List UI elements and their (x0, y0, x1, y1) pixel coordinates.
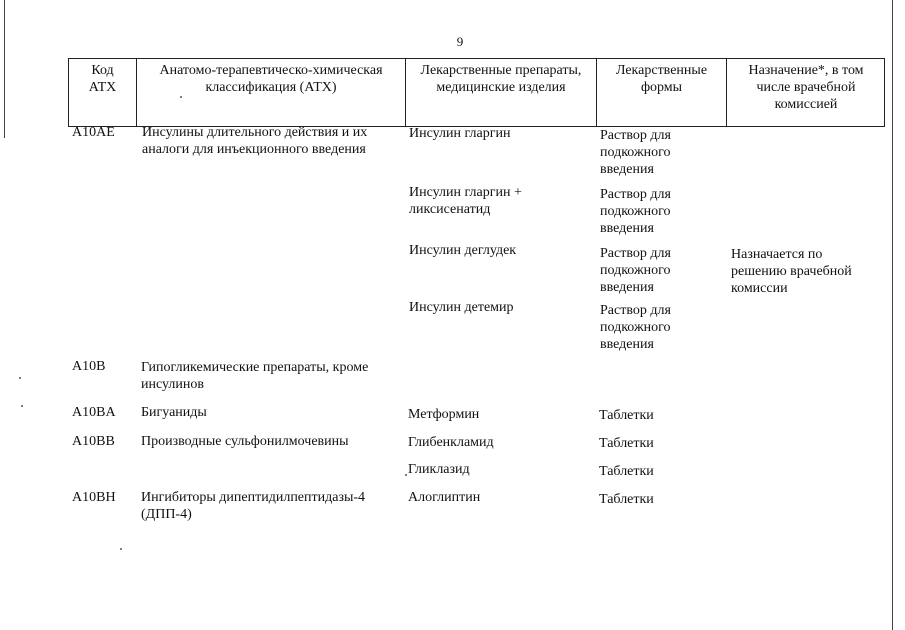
row-drug (408, 434, 494, 451)
row-atc (141, 489, 365, 523)
row-drug (409, 242, 516, 259)
drug-line: Гликлазид (408, 462, 470, 477)
drug-line: Инсулин гларгин + (409, 185, 522, 200)
row-drug (408, 406, 479, 423)
header-drugs-line: Лекарственные препараты, (420, 63, 582, 78)
form-line: подкожного (600, 145, 671, 160)
header-forms-line: формы (640, 80, 683, 95)
row-code: A10BH (72, 490, 116, 505)
header-atc-line: классификация (АТХ) (205, 80, 337, 95)
header-note-line: комиссией (774, 97, 838, 112)
form-line: Раствор для (600, 303, 671, 318)
drug-line: Инсулин деглудек (409, 243, 517, 258)
note-line: Назначается по (731, 247, 823, 262)
form-line: подкожного (600, 320, 671, 335)
atc-line: инсулинов (141, 377, 204, 392)
drug-line: ликсисенатид (409, 202, 491, 217)
row-code: A10BA (72, 405, 116, 420)
atc-line: Бигуаниды (141, 405, 207, 420)
drug-line: Глибенкламид (408, 435, 494, 450)
form-line: введения (600, 280, 654, 295)
form-line: Раствор для (600, 128, 671, 143)
form-line: введения (600, 162, 654, 177)
row-drug (408, 461, 470, 478)
row-form (599, 435, 654, 452)
form-line: Таблетки (599, 492, 654, 507)
scan-speck (21, 405, 23, 407)
row-code: A10B (72, 359, 106, 374)
form-line: введения (600, 337, 654, 352)
row-form (599, 463, 654, 480)
row-drug (409, 125, 510, 142)
row-atc (141, 433, 349, 450)
header-forms-line: Лекарственные (615, 63, 708, 78)
header-code (69, 62, 136, 96)
row-atc (142, 124, 367, 158)
row-code: A10BB (72, 434, 115, 449)
table-header (68, 58, 885, 127)
scan-speck (180, 96, 182, 98)
header-note-line: Назначение*, в том (748, 63, 864, 78)
row-form (600, 186, 671, 237)
row-form (600, 127, 671, 178)
drug-line: Инсулин детемир (409, 300, 514, 315)
atc-line: Производные сульфонилмочевины (141, 434, 349, 449)
atc-line: Инсулины длительного действия и их (142, 125, 368, 140)
row-drug (409, 299, 514, 316)
row-atc (141, 359, 368, 393)
scan-edge-right (892, 0, 893, 630)
row-atc (141, 404, 207, 421)
drug-line: Метформин (408, 407, 480, 422)
row-drug (409, 184, 522, 218)
form-line: Раствор для (600, 246, 671, 261)
atc-line: (ДПП-4) (141, 507, 192, 522)
form-line: Таблетки (599, 436, 654, 451)
drug-line: Инсулин гларгин (409, 126, 511, 141)
atc-line: Ингибиторы дипептидилпептидазы-4 (141, 490, 366, 505)
drug-line: Алоглиптин (408, 490, 481, 505)
row-form (600, 245, 671, 296)
header-note (727, 62, 885, 113)
form-line: Раствор для (600, 187, 671, 202)
header-note-line: числе врачебной (756, 80, 856, 95)
atc-line: аналоги для инъекционного введения (142, 142, 366, 157)
row-drug (408, 489, 480, 506)
row-form (599, 491, 654, 508)
scan-speck (405, 474, 407, 476)
row-form (599, 407, 654, 424)
form-line: подкожного (600, 263, 671, 278)
row-form (600, 302, 671, 353)
row-note (731, 246, 852, 297)
row-code: A10AE (72, 125, 115, 140)
page-number: 9 (456, 34, 464, 49)
header-code-line: АТХ (88, 80, 117, 95)
header-atc-line: Анатомо-терапевтическо-химическая (159, 63, 383, 78)
note-line: решению врачебной (731, 264, 852, 279)
header-code-line: Код (91, 63, 114, 78)
form-line: подкожного (600, 204, 671, 219)
form-line: Таблетки (599, 464, 654, 479)
header-forms (597, 62, 726, 96)
form-line: введения (600, 221, 654, 236)
header-drugs-line: медицинские изделия (436, 80, 566, 95)
scan-speck (120, 548, 122, 550)
header-atc (137, 62, 405, 96)
scan-edge-left (4, 0, 5, 138)
atc-line: Гипогликемические препараты, кроме (141, 360, 369, 375)
note-line: комиссии (731, 281, 788, 296)
form-line: Таблетки (599, 408, 654, 423)
header-drugs (406, 62, 596, 96)
scan-speck (19, 377, 21, 379)
